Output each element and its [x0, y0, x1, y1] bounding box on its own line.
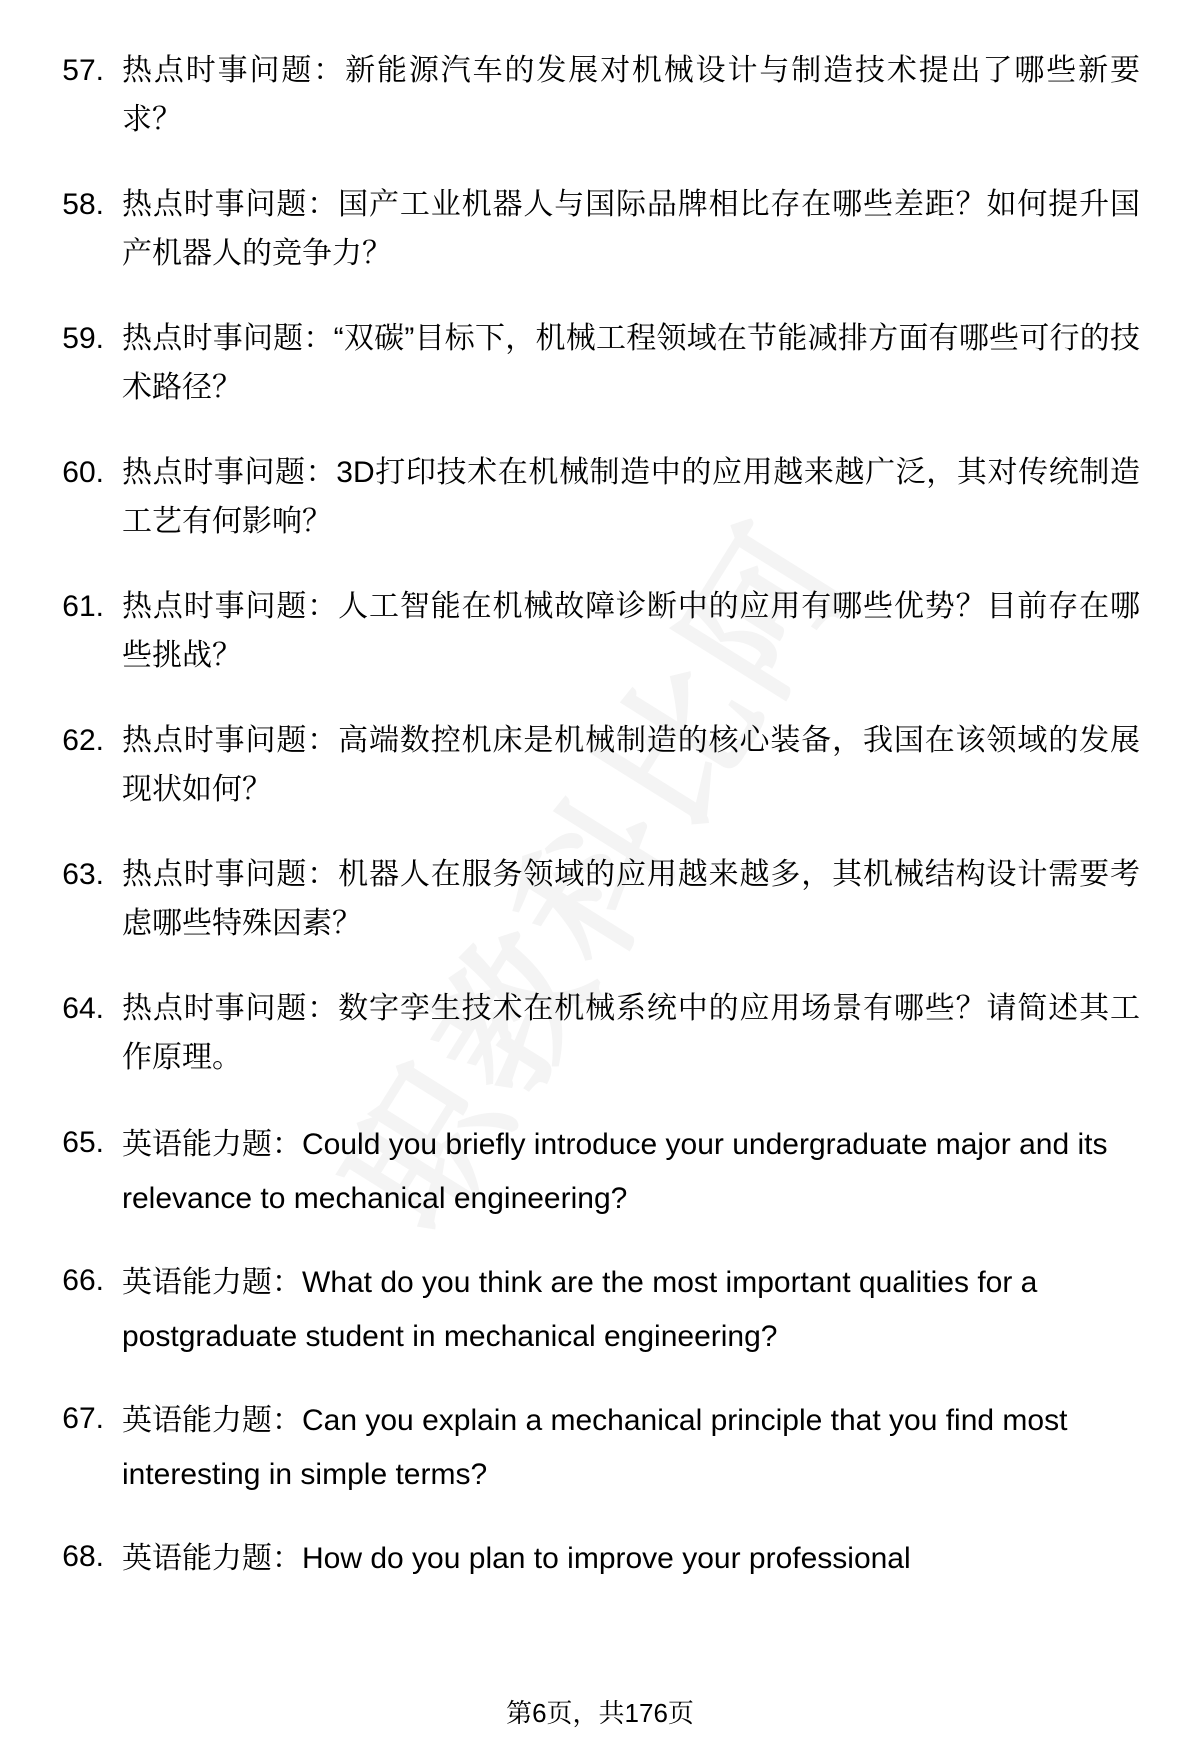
question-number: 64. — [62, 992, 104, 1025]
question-text: 热点时事问题：机器人在服务领域的应用越来越多，其机械结构设计需要考虑哪些特殊因素？ — [122, 858, 1140, 940]
question-number: 62. — [62, 724, 104, 757]
question-text: 热点时事问题：数字孪生技术在机械系统中的应用场景有哪些？请简述其工作原理。 — [122, 992, 1140, 1074]
question-text: 英语能力题：Can you explain a mechanical principle that you find most interesting in simple terms? — [122, 1404, 1068, 1491]
question-number: 66. — [62, 1264, 104, 1297]
question-item — [46, 984, 1140, 1082]
question-number: 63. — [62, 858, 104, 891]
question-number: 60. — [62, 456, 104, 489]
question-item — [46, 448, 1140, 546]
question-number: 65. — [62, 1126, 104, 1159]
question-text: 热点时事问题：国产工业机器人与国际品牌相比存在哪些差距？如何提升国产机器人的竞争力？ — [122, 188, 1140, 270]
question-text: 热点时事问题：高端数控机床是机械制造的核心装备，我国在该领域的发展现状如何？ — [122, 724, 1140, 806]
question-text: 热点时事问题：3D打印技术在机械制造中的应用越来越广泛，其对传统制造工艺有何影响？ — [122, 456, 1140, 538]
question-number: 59. — [62, 322, 104, 355]
question-item — [46, 1118, 1140, 1226]
question-text: 热点时事问题：新能源汽车的发展对机械设计与制造技术提出了哪些新要求？ — [122, 54, 1140, 136]
question-item — [46, 1256, 1140, 1364]
question-number: 67. — [62, 1402, 104, 1435]
question-item — [46, 582, 1140, 680]
question-item — [46, 1532, 1140, 1586]
question-item — [46, 850, 1140, 948]
page-number-label: 第6页，共176页 — [506, 1698, 694, 1728]
question-item — [46, 1394, 1140, 1502]
question-number: 68. — [62, 1540, 104, 1573]
question-item — [46, 180, 1140, 278]
question-number: 61. — [62, 590, 104, 623]
question-number: 58. — [62, 188, 104, 221]
question-item — [46, 314, 1140, 412]
question-text: 英语能力题：Could you briefly introduce your undergraduate major and its relevance to mechanical engineering? — [122, 1128, 1108, 1215]
question-number: 57. — [62, 54, 104, 87]
question-text: 英语能力题：How do you plan to improve your professional — [122, 1542, 911, 1575]
page-footer — [0, 1697, 1200, 1729]
question-item — [46, 716, 1140, 814]
question-list — [46, 46, 1140, 1586]
question-text: 英语能力题：What do you think are the most important qualities for a postgraduate student in mechanical engineering? — [122, 1266, 1038, 1353]
question-text: 热点时事问题：“双碳”目标下，机械工程领域在节能减排方面有哪些可行的技术路径？ — [122, 322, 1140, 404]
question-item — [46, 46, 1140, 144]
question-text: 热点时事问题：人工智能在机械故障诊断中的应用有哪些优势？目前存在哪些挑战？ — [122, 590, 1140, 672]
